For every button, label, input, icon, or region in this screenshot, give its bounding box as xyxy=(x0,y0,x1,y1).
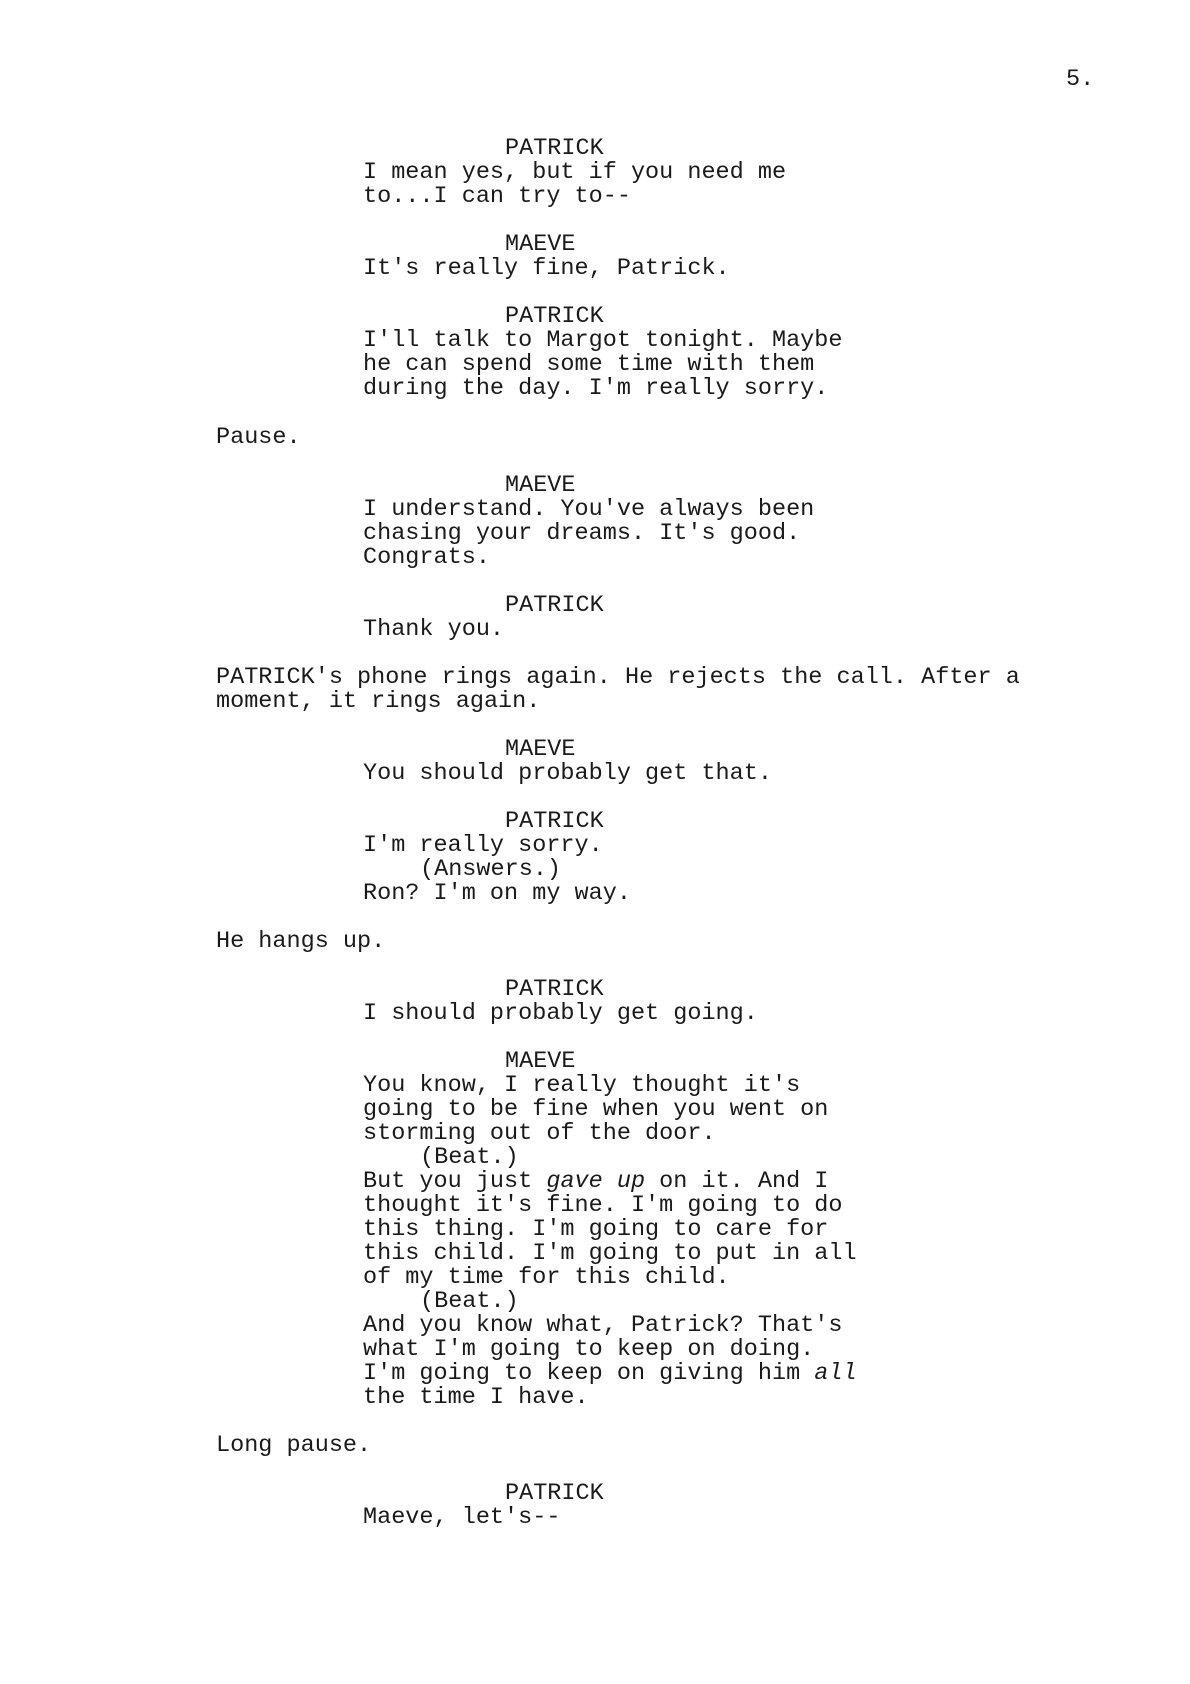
dialogue-line: storming out of the door. xyxy=(363,1120,716,1147)
dialogue-line: what I'm going to keep on doing. xyxy=(363,1336,815,1363)
character-cue: PATRICK xyxy=(505,303,604,330)
dialogue-line: I'll talk to Margot tonight. Maybe xyxy=(363,327,843,354)
dialogue-line: You know, I really thought it's xyxy=(363,1072,801,1099)
action-line: moment, it rings again. xyxy=(216,688,541,715)
dialogue-line: Congrats. xyxy=(363,544,490,571)
character-cue: MAEVE xyxy=(505,736,576,763)
action-line: Long pause. xyxy=(216,1432,372,1459)
dialogue-line: I'm really sorry. xyxy=(363,832,603,859)
parenthetical: (Answers.) xyxy=(420,856,562,883)
parenthetical: (Beat.) xyxy=(420,1288,519,1315)
emphasis-text: all xyxy=(814,1360,857,1387)
dialogue-line: thought it's fine. I'm going to do xyxy=(363,1192,843,1219)
emphasis-text: gave up xyxy=(546,1168,646,1195)
dialogue-line: going to be fine when you went on xyxy=(363,1096,829,1123)
text-segment: on it. And I xyxy=(645,1168,829,1195)
text-segment: I'm going to keep on giving him xyxy=(363,1360,815,1387)
page-number: 5. xyxy=(1066,66,1095,93)
dialogue-line: during the day. I'm really sorry. xyxy=(363,375,829,402)
dialogue-line: It's really fine, Patrick. xyxy=(363,255,730,282)
character-cue: MAEVE xyxy=(505,472,576,499)
dialogue-line: chasing your dreams. It's good. xyxy=(363,520,801,547)
dialogue-line: Ron? I'm on my way. xyxy=(363,880,631,907)
dialogue-line: Thank you. xyxy=(363,616,505,643)
action-line: PATRICK's phone rings again. He rejects the call. After a xyxy=(216,664,1020,691)
dialogue-line: he can spend some time with them xyxy=(363,351,815,378)
character-cue: PATRICK xyxy=(505,135,604,162)
character-cue: PATRICK xyxy=(505,1480,604,1507)
character-cue: MAEVE xyxy=(505,231,576,258)
dialogue-line xyxy=(363,1362,857,1386)
dialogue-line: this child. I'm going to put in all xyxy=(363,1240,857,1267)
text-segment: But you just xyxy=(363,1168,547,1195)
dialogue-line: Maeve, let's-- xyxy=(363,1504,561,1531)
dialogue-line: I understand. You've always been xyxy=(363,496,815,523)
dialogue-line: I mean yes, but if you need me xyxy=(363,159,787,186)
parenthetical: (Beat.) xyxy=(420,1144,519,1171)
dialogue-line: to...I can try to-- xyxy=(363,183,631,210)
character-cue: PATRICK xyxy=(505,976,604,1003)
dialogue-line: And you know what, Patrick? That's xyxy=(363,1312,843,1339)
action-line: Pause. xyxy=(216,424,301,451)
character-cue: MAEVE xyxy=(505,1048,576,1075)
dialogue-line: You should probably get that. xyxy=(363,760,772,787)
dialogue-line: of my time for this child. xyxy=(363,1264,730,1291)
dialogue-line: this thing. I'm going to care for xyxy=(363,1216,829,1243)
dialogue-line xyxy=(363,1170,828,1194)
character-cue: PATRICK xyxy=(505,592,604,619)
dialogue-line: I should probably get going. xyxy=(363,1000,758,1027)
character-cue: PATRICK xyxy=(505,808,604,835)
dialogue-line: the time I have. xyxy=(363,1384,589,1411)
action-line: He hangs up. xyxy=(216,928,386,955)
